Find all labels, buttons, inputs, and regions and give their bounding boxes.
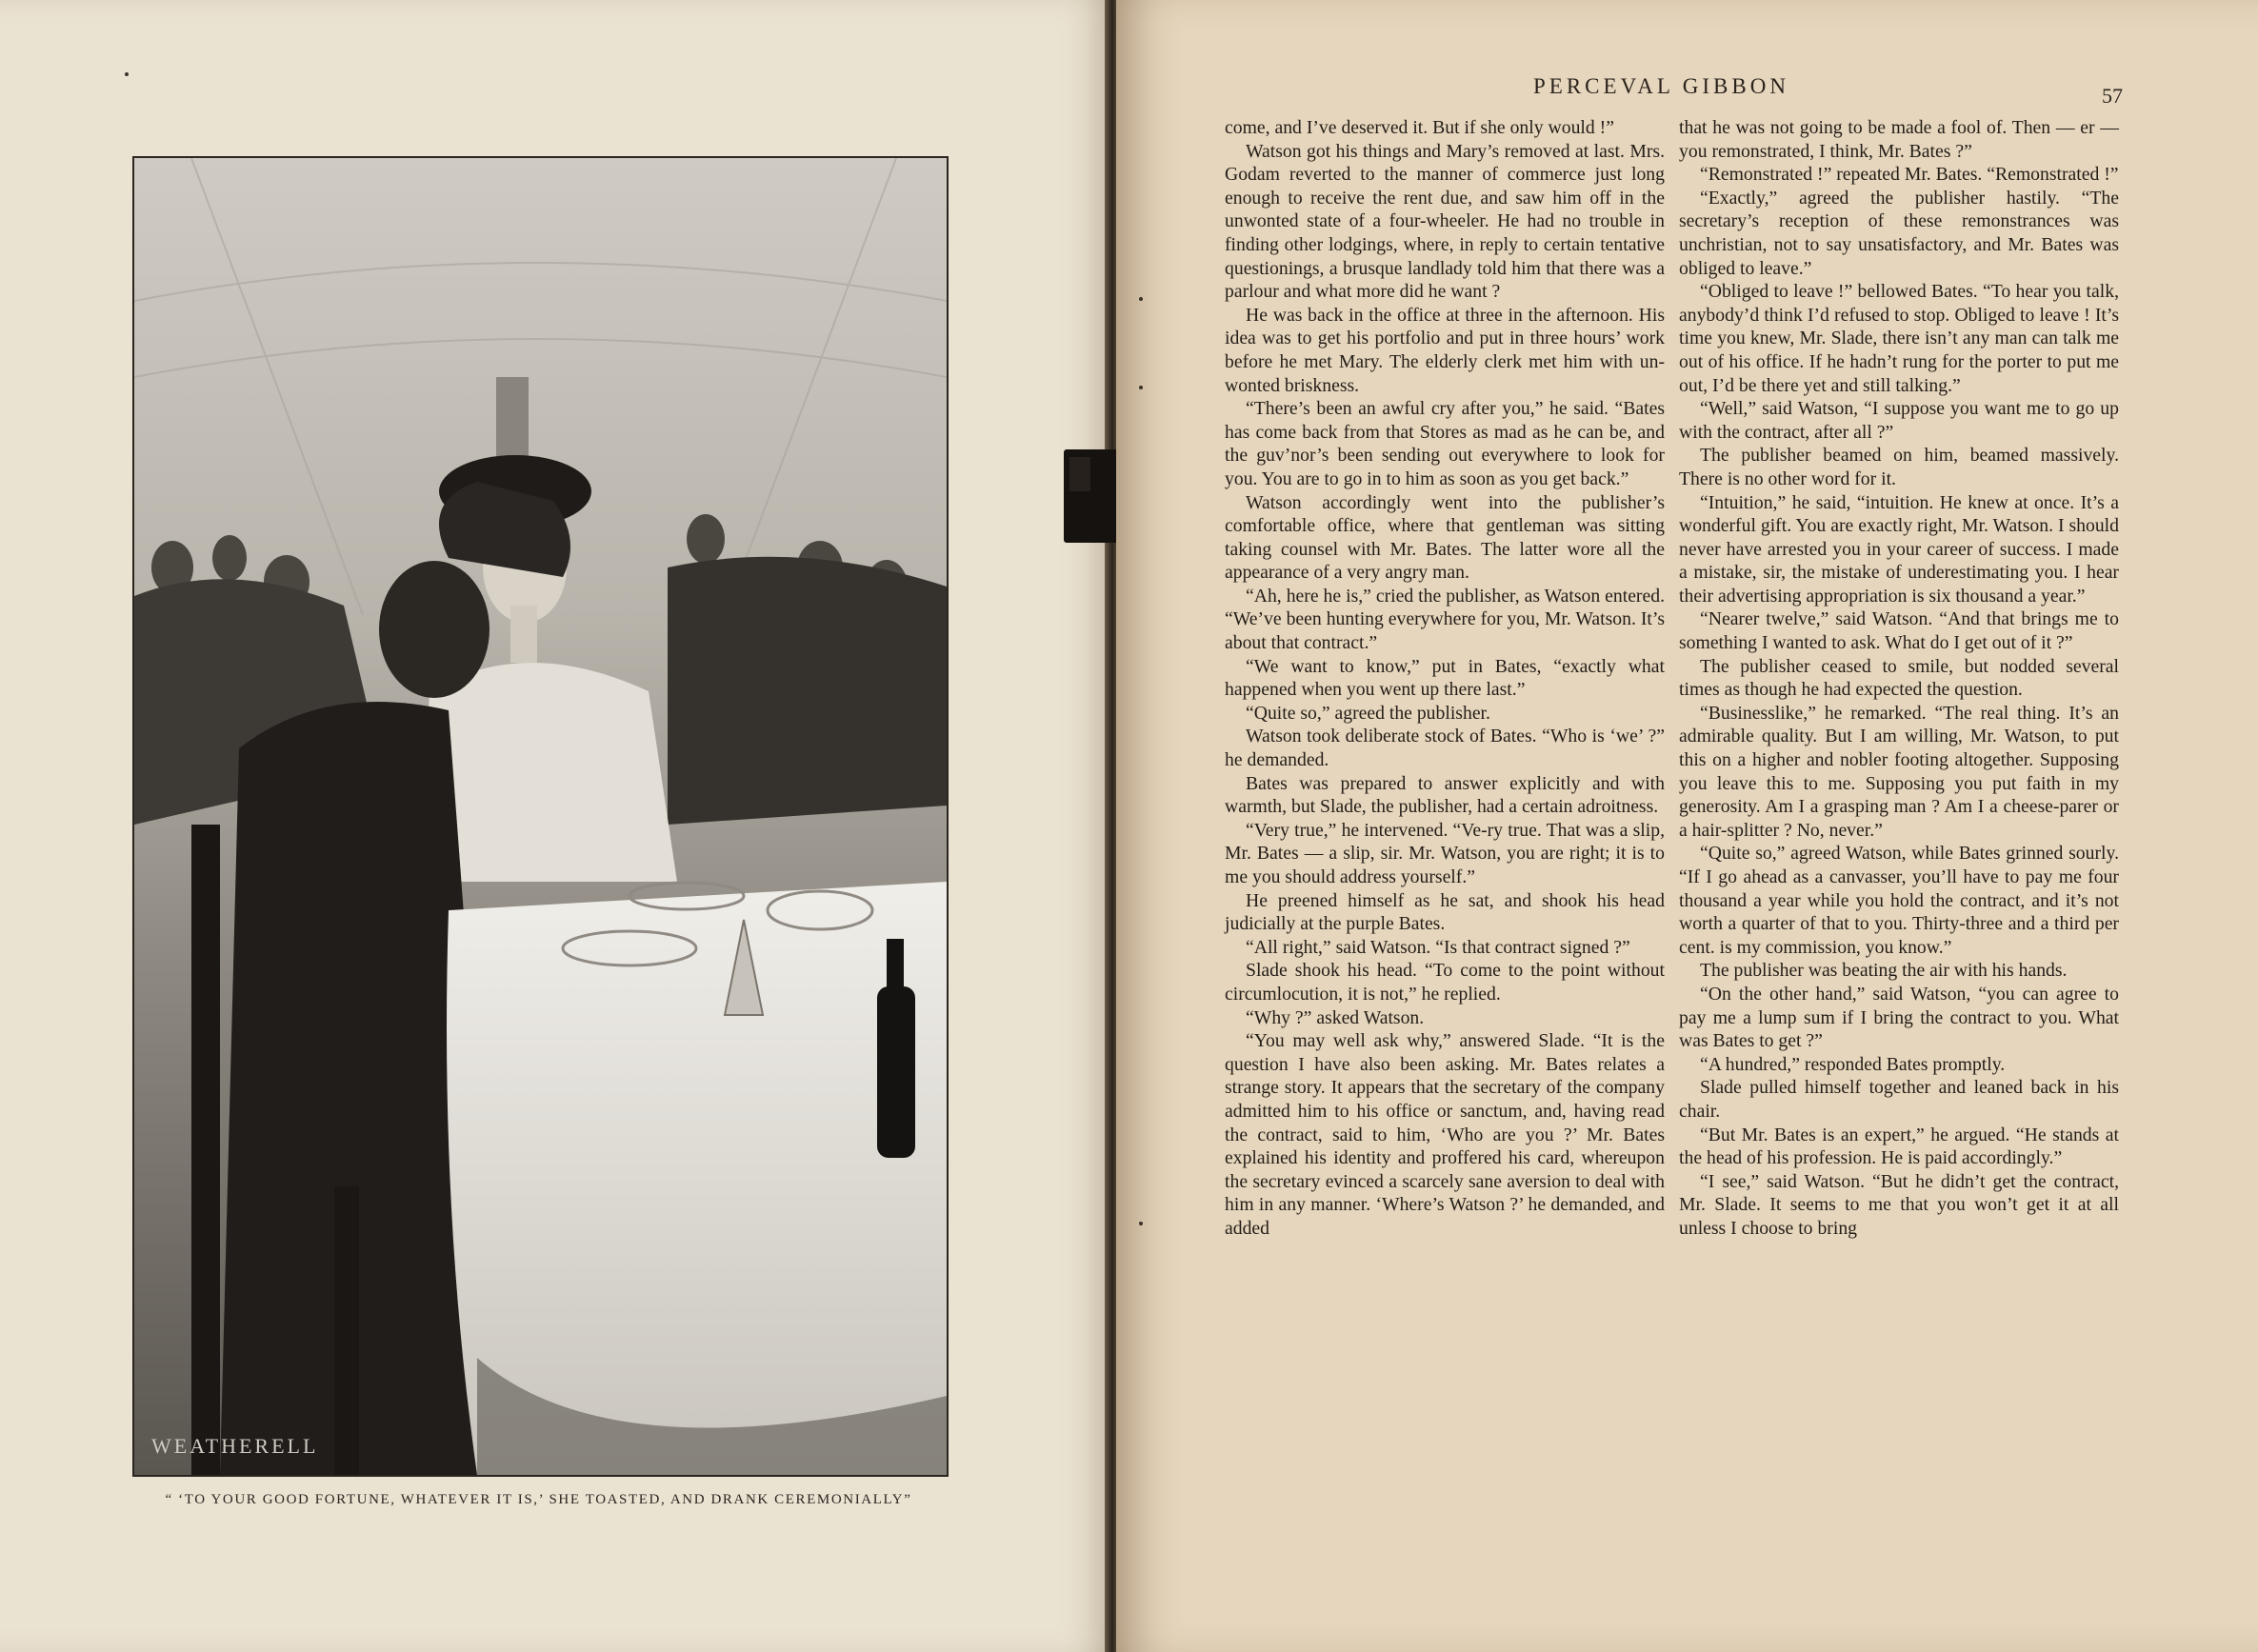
page-speck [1139, 386, 1143, 389]
dinner-scene-illustration [132, 156, 949, 1477]
paragraph: The publisher ceased to smile, but nodded several times as though he had expected the question. [1679, 655, 2119, 701]
paragraph: “Exactly,” agreed the publisher hastily. “The secretary’s reception of these remonstrances was unchristian, not to say unsatisfactory, and Mr. Bates was obliged to leave.” [1679, 187, 2119, 279]
paragraph: Bates was prepared to answer explicitly and with warmth, but Slade, the publisher, had a certain adroitness. [1225, 772, 1665, 818]
paragraph: “All right,” said Watson. “Is that contract signed ?” [1246, 936, 1630, 958]
paragraph: Watson took deliberate stock of Bates. “Who is ‘we’ ?” he demanded. [1225, 726, 1665, 771]
paragraph: The publisher beamed on him, beamed massively. There is no other word for it. [1679, 445, 2119, 489]
paragraph: “On the other hand,” said Watson, “you can agree to pay me a lump sum if I bring the contract to you. What was Bates to get ?” [1679, 983, 2119, 1052]
text-column-right [1679, 116, 2119, 1241]
paragraph: He was back in the office at three in the afternoon. His idea was to get his portfolio and put in three hours’ work before he met Mary. The elderly clerk met him with unwonted briskness. [1225, 304, 1665, 396]
paragraph: “A hundred,” responded Bates promptly. [1700, 1053, 2006, 1075]
paragraph: “Why ?” asked Watson. [1246, 1006, 1425, 1028]
paragraph: “There’s been an awful cry after you,” he said. “Bates has come back from that Stores as mad as he can be, and the guv’nor’s been sending out everywhere to look for you. You are to go in to him as soon as you get back.” [1225, 398, 1665, 489]
illustration-caption: “ ‘TO YOUR GOOD FORTUNE, WHATEVER IT IS,’ SHE TOASTED, AND DRANK CEREMONIALLY” [165, 1492, 912, 1507]
page-number: 57 [2102, 84, 2123, 108]
paragraph: Watson accordingly went into the publisher’s comfortable office, where that gentleman was sitting taking counsel with Mr. Bates. The latter wore all the appearance of a very angry man. [1225, 491, 1665, 584]
paragraph: “Nearer twelve,” said Watson. “And that brings me to something I wanted to ask. What do I get out of it ?” [1679, 608, 2119, 654]
page-speck [1139, 297, 1143, 301]
page-speck [1139, 1222, 1143, 1225]
page-speck [125, 72, 129, 76]
paragraph: “You may well ask why,” answered Slade. “It is the question I have also been asking. Mr. Bates relates a strange story. It appears that the secretary of the company admitted him to his office or sanctum, and, having read the contract, said to him, ‘Who are you ?’ Mr. Bates explained his identity and proffered his card, whereupon the secretary evinced a scarcely sane aversion to deal with him in any manner. ‘Where’s Watson ?’ he demanded, and added [1225, 1030, 1665, 1239]
paragraph: “We want to know,” put in Bates, “exactly what happened when you went up there last.” [1225, 655, 1665, 701]
illustrator-signature: WEATHERELL [151, 1434, 319, 1458]
paragraph: that he was not going to be made a fool of. Then — er — you remonstrated, I think, Mr. Bates ?” [1679, 117, 2119, 162]
paragraph: “Very true,” he intervened. “Ve-ry true. That was a slip, Mr. Bates — a slip, sir. Mr. Watson, you are right; it is to me you should address yourself.” [1225, 819, 1665, 887]
paragraph: “Quite so,” agreed the publisher. [1246, 702, 1490, 724]
paragraph: “But Mr. Bates is an expert,” he argued. “He stands at the head of his profession. He is paid accordingly.” [1679, 1124, 2119, 1169]
paragraph: He preened himself as he sat, and shook his head judicially at the purple Bates. [1225, 889, 1665, 935]
right-page [1116, 0, 2258, 1652]
paragraph: “Obliged to leave !” bellowed Bates. “To hear you talk, anybody’d think I’d refused to stop. Obliged to leave ! It’s time you knew, Mr. Slade, there isn’t any man can talk me out of his office. If he hadn’t rung for the porter to put me out, I’d be there yet and still talking.” [1679, 281, 2119, 396]
paragraph: come, and I’ve deserved it. But if she only would !” [1225, 117, 1614, 138]
paragraph: “Ah, here he is,” cried the publisher, as Watson entered. “We’ve been hunting everywhere for you, Mr. Watson. It’s about that contract.” [1225, 585, 1665, 654]
paragraph: The publisher was beating the air with his hands. [1700, 960, 2068, 982]
paragraph: Watson got his things and Mary’s removed at last. Mrs. Godam reverted to the manner of commerce just long enough to receive the rent due, and saw him off in the unwonted state of a four-wheeler. He had no trouble in finding other lodgings, where, in reply to certain tentative questionings, a brusque landlady told him that there was a parlour and what more did he want ? [1225, 140, 1665, 303]
paragraph: “Quite so,” agreed Watson, while Bates grinned sourly. “If I go ahead as a canvasser, you’ll have to pay me four thousand a year while you hold the contract, and it’s not worth a quarter of that to you. Thirty-three and a third per cent. is my commission, you know.” [1679, 843, 2119, 958]
paragraph: “Intuition,” he said, “intuition. He knew at once. It’s a wonderful gift. You are exactly right, Mr. Watson. I should never have arrested you in your career of success. I made a mistake, sir, the mistake of underestimating you. I hear their advertising appropriation is six thousand a year.” [1679, 491, 2119, 607]
text-column-left [1225, 116, 1665, 1241]
left-page [0, 0, 1110, 1652]
paragraph: “Businesslike,” he remarked. “The real thing. It’s an admirable quality. But I am willing, Mr. Watson, to put this on a higher and nobler footing altogether. Supposing you leave this to me. Supposing you put faith in my generosity. Am I a grasping man ? Am I a cheese-parer or a hair-splitter ? No, never.” [1679, 702, 2119, 841]
paragraph: “Remonstrated !” repeated Mr. Bates. “Remonstrated !” [1700, 164, 2119, 186]
paragraph: “I see,” said Watson. “But he didn’t get the contract, Mr. Slade. It seems to me that you won’t get it at all unless I choose to bring [1679, 1170, 2119, 1239]
running-head: PERCEVAL GIBBON [1533, 74, 1789, 98]
paragraph: Slade shook his head. “To come to the point without circumlocution, it is not,” he replied. [1225, 960, 1665, 1005]
paragraph: “Well,” said Watson, “I suppose you want me to go up with the contract, after all ?” [1679, 398, 2119, 443]
paragraph: Slade pulled himself together and leaned back in his chair. [1679, 1077, 2119, 1122]
